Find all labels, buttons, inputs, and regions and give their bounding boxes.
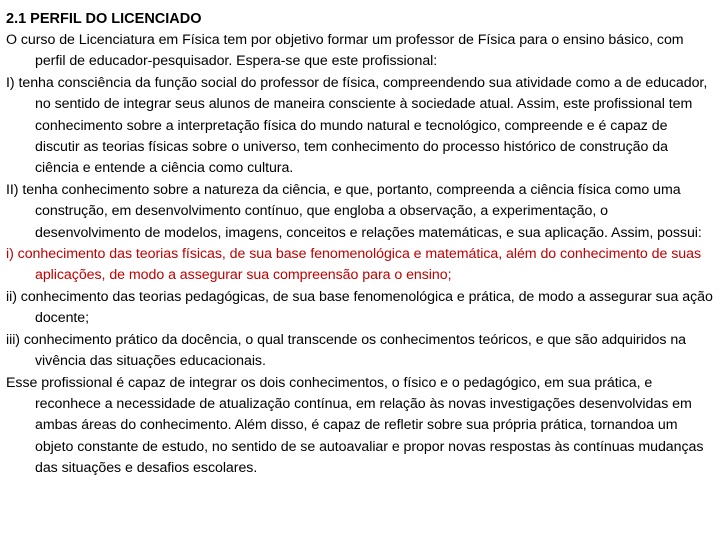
document-page (6, 8, 714, 480)
intro-paragraph: O curso de Licenciatura em Física tem por objetivo formar um professor de Física para o ensino básico, com perfil de educador-pesquisador. Espera-se que este profissional: (6, 32, 684, 70)
item-II-paragraph: II) tenha conhecimento sobre a natureza da ciência, e que, portanto, compreenda a ciência física como uma construção, em desenvolvimento contínuo, que engloba a observação, a experimentação, o desenvolvimento de modelos, imagens, conceitos e relações matemáticas, e sua aplicação. Assim, possui: (6, 181, 702, 241)
item-ii-paragraph: ii) conhecimento das teorias pedagógicas, de sua base fenomenológica e prática, de modo a assegurar sua ação docente; (6, 288, 713, 327)
closing-paragraph: Esse profissional é capaz de integrar os dois conhecimentos, o físico e o pedagógico, em sua prática, e reconhece a necessidade de atualização contínua, em relação às novas investigações desenvolvidas em ambas áreas do conhecimento. Além disso, é capaz de refletir sobre sua própria prática, tornandoa um objeto constante de estudo, no sentido de se autoavaliar e propor novas respostas às contínuas mudanças das situações e desafios escolares. (6, 374, 704, 477)
section-heading: 2.1 PERFIL DO LICENCIADO (6, 11, 202, 27)
item-iii-paragraph: iii) conhecimento prático da docência, o qual transcende os conhecimentos teóricos, e que são adquiridos na vivência das situações educacionais. (6, 331, 687, 370)
item-i-highlighted-paragraph: i) conhecimento das teorias físicas, de sua base fenomenológica e matemática, além do conhecimento de suas aplicações, de modo a assegurar sua compreensão para o ensino; (6, 246, 702, 284)
item-I-paragraph: I) tenha consciência da função social do professor de física, compreendendo sua atividade como a de educador, no sentido de integrar seus alunos de maneira consciente à sociedade atual. Assim, este profissional tem conhecimento sobre a interpretação física do mundo natural e tecnológico, compreende e é capaz de discutir as teorias físicas sobre o universo, tem conhecimento do processo histórico de construção da ciência e entende a ciência como cultura. (6, 74, 708, 177)
